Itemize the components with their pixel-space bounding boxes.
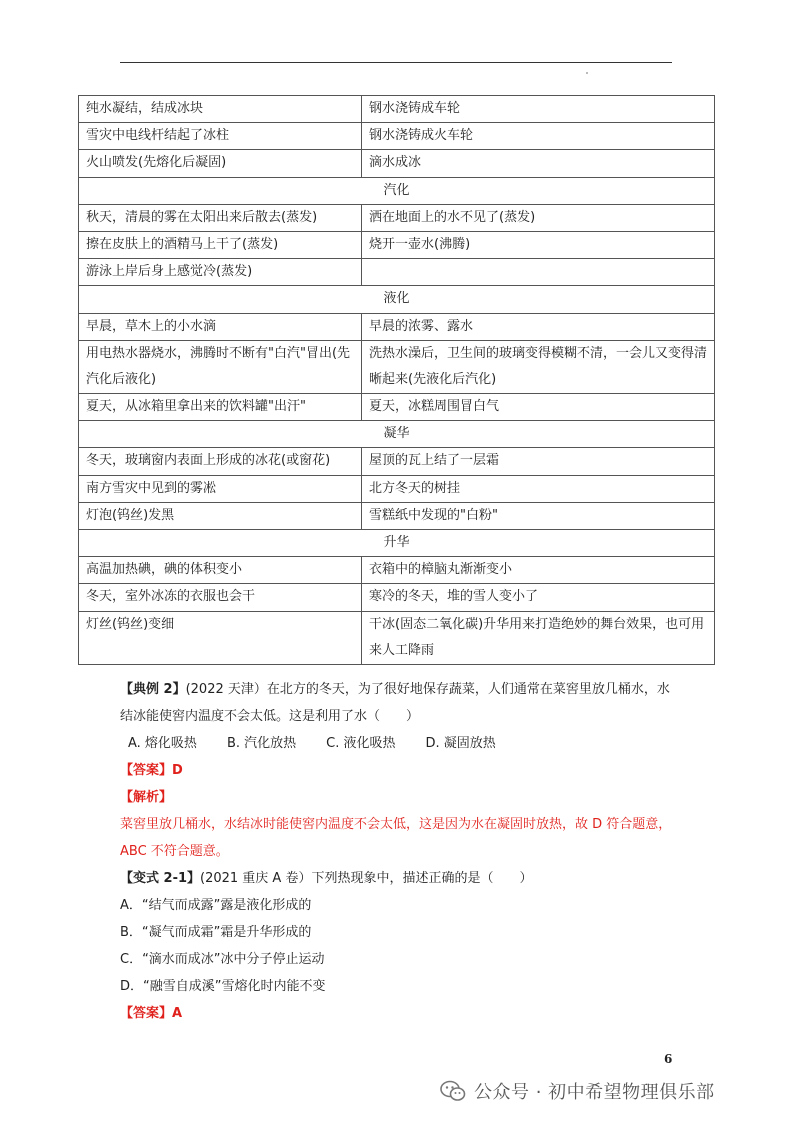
table-cell-left: 游泳上岸后身上感觉冷(蒸发): [79, 259, 362, 286]
table-row: [79, 150, 715, 177]
table-cell-right: [362, 259, 715, 286]
table-cell-right: 洒在地面上的水不见了(蒸发): [362, 204, 715, 231]
table-cell-right: 寒冷的冬天，堆的雪人变小了: [362, 584, 715, 611]
table-cell-right: 洗热水澡后，卫生间的玻璃变得模糊不清，一会儿又变得清晰起来(先液化后汽化): [362, 340, 715, 393]
variant-2-1-tag: 【变式 2-1】: [120, 871, 201, 886]
content-area: [120, 676, 680, 1027]
table-row: [79, 584, 715, 611]
example-2-option-c: C. 液化吸热: [326, 736, 396, 751]
table-cell-right: 夏天，冰糕周围冒白气: [362, 394, 715, 421]
table-cell-left: 早晨，草木上的小水滴: [79, 313, 362, 340]
page-number: 6: [664, 1052, 673, 1066]
wechat-icon: [440, 1080, 466, 1102]
category-label: 液化: [79, 286, 715, 313]
variant-2-1-answer: 【答案】A: [120, 1006, 183, 1021]
table-cell-right: 雪糕纸中发现的"白粉": [362, 502, 715, 529]
table-row: [79, 96, 715, 123]
table-cell-left: 用电热水器烧水，沸腾时不断有"白汽"冒出(先汽化后液化): [79, 340, 362, 393]
table-cell-left: 灯丝(钨丝)变细: [79, 611, 362, 664]
table-cell-left: 南方雪灾中见到的雾凇: [79, 475, 362, 502]
table-cell-left: 灯泡(钨丝)发黑: [79, 502, 362, 529]
table-cell-left: 秋天，清晨的雾在太阳出来后散去(蒸发): [79, 204, 362, 231]
variant-2-1-option-b: B．“凝气而成霜”霜是升华形成的: [120, 925, 312, 940]
table-cell-right: 钢水浇铸成车轮: [362, 96, 715, 123]
example-2-tag: 【典例 2】: [120, 682, 186, 697]
table-row: [79, 394, 715, 421]
example-2-answer: 【答案】D: [120, 763, 183, 778]
table-cell-left: 火山喷发(先熔化后凝固): [79, 150, 362, 177]
table-row: [79, 502, 715, 529]
header-rule: [120, 62, 672, 63]
example-2-option-a: A. 熔化吸热: [128, 736, 197, 751]
category-label: 汽化: [79, 177, 715, 204]
table-cell-left: 夏天，从冰箱里拿出来的饮料罐"出汗": [79, 394, 362, 421]
table-row: [79, 231, 715, 258]
table-cell-left: 纯水凝结，结成冰块: [79, 96, 362, 123]
category-label: 凝华: [79, 421, 715, 448]
example-2-options: [120, 730, 680, 757]
category-row: [79, 530, 715, 557]
watermark-text: 公众号 · 初中希望物理俱乐部: [474, 1082, 715, 1103]
table-cell-right: 北方冬天的树挂: [362, 475, 715, 502]
category-label: 升华: [79, 530, 715, 557]
header-mark: [586, 72, 588, 74]
table-row: [79, 259, 715, 286]
table-cell-left: 高温加热碘，碘的体积变小: [79, 557, 362, 584]
example-2-text: (2022 天津）在北方的冬天，为了很好地保存蔬菜，人们通常在菜窖里放几桶水，水结冰能使窖内温度不会太低。这是利用了水（ ）: [120, 682, 670, 724]
example-2-analysis-label: 【解析】: [120, 790, 173, 805]
category-row: [79, 286, 715, 313]
table-cell-left: 冬天，室外冰冻的衣服也会干: [79, 584, 362, 611]
table-cell-right: 衣箱中的樟脑丸渐渐变小: [362, 557, 715, 584]
watermark: [440, 1076, 715, 1106]
example-2-question: [120, 676, 680, 730]
phase-change-table: [78, 95, 715, 665]
table-row: [79, 313, 715, 340]
table-cell-left: 冬天，玻璃窗内表面上形成的冰花(或窗花): [79, 448, 362, 475]
variant-2-1-text: (2021 重庆 A 卷）下列热现象中，描述正确的是（ ）: [200, 871, 533, 886]
table-cell-right: 屋顶的瓦上结了一层霜: [362, 448, 715, 475]
variant-2-1-option-d: D．“融雪自成溪”雪熔化时内能不变: [120, 979, 326, 994]
example-2-option-b: B. 汽化放热: [226, 736, 297, 751]
table-cell-right: 烧开一壶水(沸腾): [362, 231, 715, 258]
table-cell-left: 擦在皮肤上的酒精马上干了(蒸发): [79, 231, 362, 258]
table-body: [79, 96, 715, 665]
example-2-option-d: D. 凝固放热: [425, 736, 496, 751]
table-cell-right: 早晨的浓雾、露水: [362, 313, 715, 340]
table-row: [79, 611, 715, 664]
table-row: [79, 204, 715, 231]
table-row: [79, 340, 715, 393]
variant-2-1-option-a: A．“结气而成露”露是液化形成的: [120, 898, 312, 913]
table-row: [79, 448, 715, 475]
category-row: [79, 421, 715, 448]
table-row: [79, 475, 715, 502]
table-cell-right: 干冰(固态二氧化碳)升华用来打造绝妙的舞台效果，也可用来人工降雨: [362, 611, 715, 664]
table-row: [79, 557, 715, 584]
table-cell-right: 滴水成冰: [362, 150, 715, 177]
table-cell-left: 雪灾中电线杆结起了冰柱: [79, 123, 362, 150]
table-row: [79, 123, 715, 150]
example-2-analysis: 菜窖里放几桶水，水结冰时能使窖内温度不会太低，这是因为水在凝固时放热，故 D 符合题意，ABC 不符合题意。: [120, 817, 672, 859]
variant-2-1-option-c: C．“滴水而成冰”冰中分子停止运动: [120, 952, 325, 967]
category-row: [79, 177, 715, 204]
table-cell-right: 钢水浇铸成火车轮: [362, 123, 715, 150]
variant-2-1-question: [120, 865, 680, 892]
